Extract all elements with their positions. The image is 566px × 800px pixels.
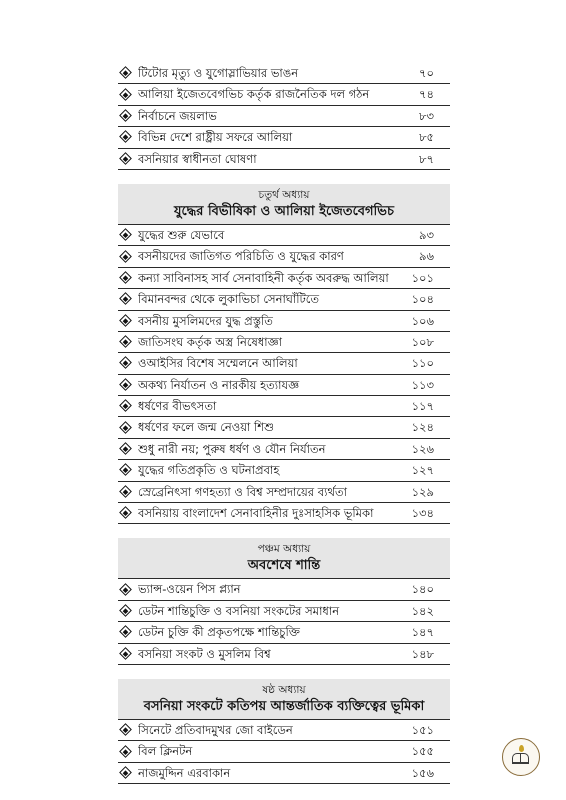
- toc-entry[interactable]: [118, 268, 450, 289]
- toc-entry[interactable]: [118, 417, 450, 438]
- entry-title: ধর্ষণের ফলে জন্ম নেওয়া শিশু: [138, 420, 274, 435]
- toc-entry[interactable]: [118, 353, 450, 374]
- chapter-label: ষষ্ঠ অধ্যায়: [262, 683, 306, 696]
- toc-entry[interactable]: [118, 644, 450, 665]
- entry-title: বসনিয়ায় বাংলাদেশ সেনাবাহিনীর দুঃসাহসিক ভূমিকা: [138, 506, 374, 521]
- entry-title: বিভিন্ন দেশে রাষ্ট্রীয় সফরে আলিয়া: [138, 130, 293, 145]
- entry-title: আলিয়া ইজেতবেগভিচ কর্তৃক রাজনৈতিক দল গঠন: [138, 87, 370, 102]
- chapter-label: চতুর্থ অধ্যায়: [258, 188, 310, 201]
- toc-entry[interactable]: [118, 289, 450, 310]
- page-number: ৯৬: [419, 249, 434, 264]
- diamond-bullet-icon: [119, 130, 132, 143]
- toc-section: [118, 184, 450, 524]
- toc-entry[interactable]: [118, 332, 450, 353]
- chapter-title: যুদ্ধের বিভীষিকা ও আলিয়া ইজেতবেগভিচ: [174, 203, 394, 219]
- open-book-icon: [512, 753, 529, 764]
- diamond-bullet-icon: [119, 335, 132, 348]
- diamond-bullet-icon: [119, 485, 132, 498]
- entry-title: ভ্যান্স-ওয়েন পিস প্ল্যান: [138, 582, 241, 597]
- diamond-bullet-icon: [119, 378, 132, 391]
- toc-section: [118, 538, 450, 665]
- page-number: ১৪৮: [411, 646, 434, 661]
- toc-entry[interactable]: [118, 396, 450, 417]
- chapter-title: বসনিয়া সংকটে কতিপয় আন্তর্জাতিক ব্যক্তিত্বের ভূমিকা: [143, 698, 425, 714]
- diamond-bullet-icon: [119, 357, 132, 370]
- page-number: ১২৯: [411, 484, 434, 499]
- page-number: ১২৭: [411, 463, 434, 478]
- toc-entry[interactable]: [118, 622, 450, 643]
- publisher-logo-icon: [502, 738, 540, 776]
- diamond-bullet-icon: [119, 583, 132, 596]
- page-number: ১২৪: [411, 420, 434, 435]
- page-number: ৭০: [419, 66, 434, 80]
- diamond-bullet-icon: [119, 109, 132, 122]
- page-number: ১০১: [411, 270, 434, 285]
- toc-entry[interactable]: [118, 225, 450, 246]
- toc-entry[interactable]: [118, 106, 450, 127]
- toc-section: [118, 63, 450, 170]
- page-number: ১২৬: [411, 441, 434, 456]
- page-number: ১৫১: [411, 722, 434, 737]
- diamond-bullet-icon: [119, 464, 132, 477]
- toc-entry[interactable]: [118, 741, 450, 762]
- entry-title: কন্যা সাবিনাসহ সার্ব সেনাবাহিনী কর্তৃক অবরুদ্ধ আলিয়া: [138, 270, 389, 285]
- diamond-bullet-icon: [119, 66, 132, 79]
- page-number: ৮৭: [419, 151, 434, 166]
- toc-entry[interactable]: [118, 127, 450, 148]
- toc-entry[interactable]: [118, 84, 450, 105]
- page-number: ৮৩: [419, 108, 434, 123]
- diamond-bullet-icon: [119, 421, 132, 434]
- diamond-bullet-icon: [119, 271, 132, 284]
- page-number: ১৪২: [411, 603, 434, 618]
- page-number: ১১৩: [411, 377, 434, 392]
- chapter-heading: [118, 679, 450, 720]
- entry-title: বসনীয় মুসলিমদের যুদ্ধ প্রস্তুতি: [138, 313, 273, 328]
- entry-title: ডেটন চুক্তি কী প্রকৃতপক্ষে শান্তিচুক্তি: [138, 625, 300, 640]
- diamond-bullet-icon: [119, 314, 132, 327]
- entry-title: বসনীয়দের জাতিগত পরিচিতি ও যুদ্ধের কারণ: [138, 249, 344, 264]
- diamond-bullet-icon: [119, 745, 132, 758]
- toc-entry[interactable]: [118, 503, 450, 524]
- table-of-contents: [118, 63, 450, 784]
- toc-entry[interactable]: [118, 601, 450, 622]
- chapter-heading: [118, 184, 450, 225]
- page-number: ৮৫: [419, 130, 434, 145]
- entry-title: শুধু নারী নয়; পুরুষ ধর্ষণ ও যৌন নির্যাতন: [138, 441, 326, 456]
- page-number: ১০৪: [411, 292, 434, 307]
- diamond-bullet-icon: [119, 399, 132, 412]
- diamond-bullet-icon: [119, 604, 132, 617]
- page-number: ১৫৬: [411, 765, 434, 780]
- toc-entry[interactable]: [118, 720, 450, 741]
- entry-title: ডেটন শান্তিচুক্তি ও বসনিয়া সংকটের সমাধান: [138, 603, 340, 618]
- entry-title: সিনেটে প্রতিবাদমুখর জো বাইডেন: [138, 722, 293, 737]
- toc-entry[interactable]: [118, 460, 450, 481]
- diamond-bullet-icon: [119, 723, 132, 736]
- page-number: ১৩৪: [411, 506, 434, 521]
- entry-title: নির্বাচনে জয়লাভ: [138, 108, 217, 123]
- toc-entry[interactable]: [118, 311, 450, 332]
- entry-title: বসনিয়ার স্বাধীনতা ঘোষণা: [138, 151, 257, 166]
- entry-title: অকথ্য নির্যাতন ও নারকীয় হত্যাযজ্ঞ: [138, 377, 300, 392]
- page-number: ১০৬: [411, 313, 434, 328]
- page-number: ১১০: [411, 356, 434, 371]
- diamond-bullet-icon: [119, 626, 132, 639]
- entry-title: জাতিসংঘ কর্তৃক অস্ত্র নিষেধাজ্ঞা: [138, 334, 282, 349]
- page-number: ১৫৫: [411, 744, 434, 759]
- toc-entry[interactable]: [118, 149, 450, 170]
- toc-entry[interactable]: [118, 482, 450, 503]
- entry-title: টিটোর মৃত্যু ও যুগোস্লাভিয়ার ভাঙন: [138, 66, 299, 80]
- diamond-bullet-icon: [119, 647, 132, 660]
- entry-title: যুদ্ধের গতিপ্রকৃতি ও ঘটনাপ্রবাহ: [138, 463, 280, 478]
- chapter-label: পঞ্চম অধ্যায়: [257, 543, 311, 556]
- diamond-bullet-icon: [119, 766, 132, 779]
- page-number: ৭৪: [419, 87, 434, 102]
- entry-title: নাজমুদ্দিন এরবাকান: [138, 765, 231, 780]
- toc-section: [118, 679, 450, 784]
- page-number: ১০৮: [411, 334, 434, 349]
- entry-title: বিমানবন্দর থেকে লুকাভিচা সেনাঘাঁটিতে: [138, 292, 320, 307]
- diamond-bullet-icon: [119, 442, 132, 455]
- chapter-title: অবশেষে শান্তি: [247, 558, 321, 574]
- toc-entry[interactable]: [118, 63, 450, 84]
- flame-icon: [519, 745, 524, 752]
- diamond-bullet-icon: [119, 250, 132, 263]
- diamond-bullet-icon: [119, 152, 132, 165]
- entry-title: যুদ্ধের শুরু যেভাবে: [138, 227, 225, 242]
- entry-title: ধর্ষণের বীভৎসতা: [138, 399, 217, 414]
- entry-title: বসনিয়া সংকট ও মুসলিম বিশ্ব: [138, 646, 271, 661]
- diamond-bullet-icon: [119, 88, 132, 101]
- toc-entry[interactable]: [118, 246, 450, 267]
- toc-entry[interactable]: [118, 375, 450, 396]
- chapter-heading: [118, 538, 450, 579]
- page-number: ৯৩: [419, 227, 434, 242]
- page-number: ১৪০: [411, 582, 434, 597]
- diamond-bullet-icon: [119, 228, 132, 241]
- diamond-bullet-icon: [119, 292, 132, 305]
- diamond-bullet-icon: [119, 506, 132, 519]
- entry-title: ওআইসির বিশেষ সম্মেলনে আলিয়া: [138, 356, 298, 371]
- toc-entry[interactable]: [118, 579, 450, 600]
- page-number: ১৪৭: [411, 625, 434, 640]
- toc-entry[interactable]: [118, 439, 450, 460]
- entry-title: বিল ক্লিনটন: [138, 744, 193, 759]
- entry-title: স্রেব্রেনিৎসা গণহত্যা ও বিশ্ব সম্প্রদায়ের ব্যর্থতা: [138, 484, 347, 499]
- page-number: ১১৭: [411, 399, 434, 414]
- toc-entry[interactable]: [118, 763, 450, 784]
